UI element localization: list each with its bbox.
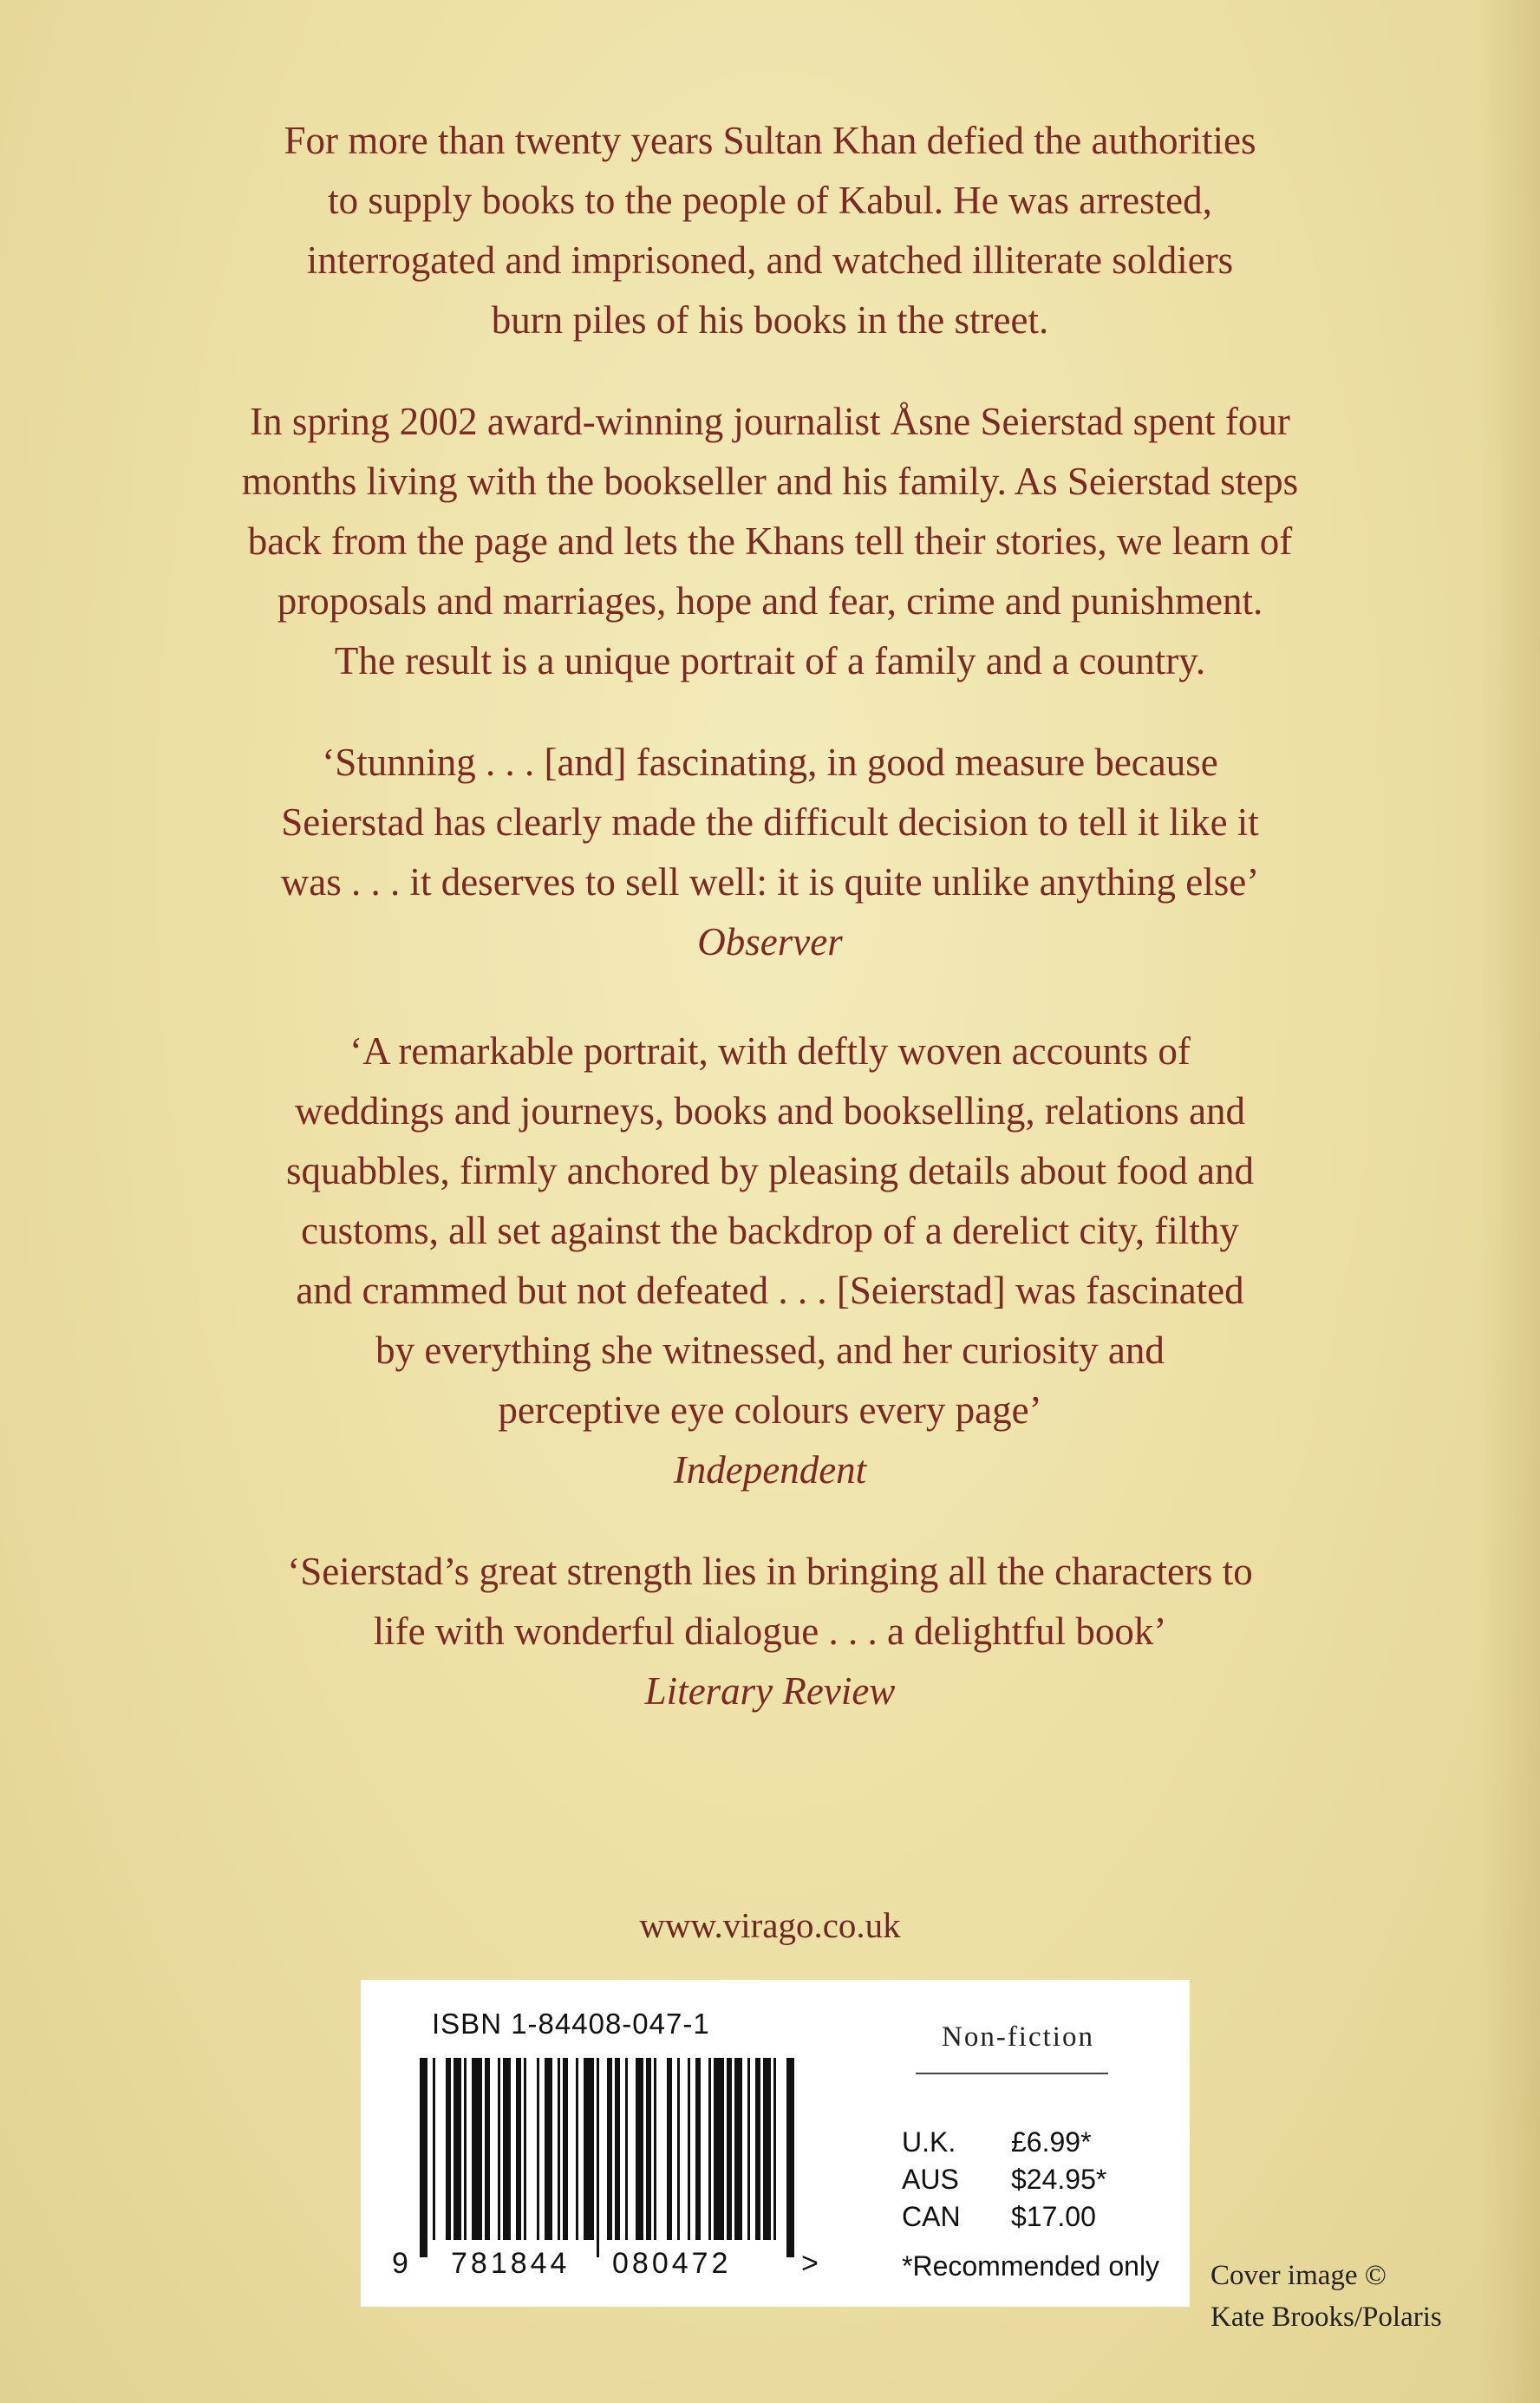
barcode-bar (763, 2058, 771, 2240)
barcode-bar (773, 2058, 776, 2240)
barcode-bar (524, 2058, 526, 2240)
barcode-bar (688, 2058, 690, 2240)
ean-digit-group: 781844 (451, 2247, 571, 2280)
quote-line: by everything she witnessed, and her curiosity and (375, 1329, 1165, 1372)
quote-line: weddings and journeys, books and bookselling, relations and (294, 1089, 1246, 1133)
blurb-line: to supply books to the people of Kabul. He was arrested, (328, 179, 1212, 222)
blurb-paragraph-1 (130, 111, 1410, 350)
credit-line: Cover image © (1210, 2260, 1387, 2291)
barcode-bar (714, 2058, 724, 2240)
quote-line: Seierstad has clearly made the difficult decision to tell it like it (281, 800, 1259, 844)
barcode-bar (747, 2058, 750, 2240)
barcode-bar (607, 2058, 612, 2240)
barcode-bar (545, 2058, 552, 2240)
barcode-bar (537, 2058, 539, 2240)
barcode-bar (498, 2058, 500, 2240)
price-region: AUS (902, 2164, 959, 2195)
barcode-bar (563, 2058, 568, 2240)
blurb-line: burn piles of his books in the street. (491, 298, 1049, 342)
price-amount: $17.00 (1011, 2201, 1096, 2232)
barcode-bar (446, 2058, 451, 2240)
quote-line: ‘Stunning . . . [and] fascinating, in good measure because (322, 741, 1218, 784)
quote-line: squabbles, firmly anchored by pleasing details about food and (286, 1149, 1254, 1192)
ean-digit-group: 080472 (612, 2247, 732, 2280)
review-quote-independent (130, 1022, 1410, 1500)
price-note: *Recommended only (902, 2250, 1160, 2282)
barcode-bar (636, 2058, 643, 2240)
quote-line: and crammed but not defeated . . . [Seierstad] was fascinated (296, 1269, 1244, 1312)
barcode-bar (667, 2058, 672, 2240)
blurb-line: The result is a unique portrait of a family and a country. (334, 639, 1206, 682)
category-label: Non-fiction (942, 2021, 1094, 2053)
quote-line: life with wonderful dialogue . . . a delightful book’ (373, 1610, 1167, 1653)
barcode-bar (625, 2058, 628, 2240)
quote-line: perceptive eye colours every page’ (498, 1388, 1042, 1432)
review-quote-literary-review (130, 1542, 1410, 1721)
price-amount: £6.99* (1011, 2126, 1092, 2158)
barcode-panel (361, 1980, 1190, 2307)
quote-source: Observer (697, 920, 843, 963)
quote-line: ‘A remarkable portrait, with deftly woven accounts of (349, 1029, 1191, 1073)
barcode-bar (646, 2058, 651, 2240)
quote-source: Independent (673, 1448, 867, 1492)
blurb-line: months living with the bookseller and his family. As Seierstad steps (241, 460, 1299, 503)
barcode-bar (615, 2058, 620, 2240)
blurb-line: In spring 2002 award-winning journalist Åsne Seierstad spent four (250, 400, 1290, 443)
price-region: CAN (902, 2201, 961, 2232)
barcode-bar (677, 2058, 680, 2240)
price-amount: $24.95* (1011, 2164, 1107, 2195)
barcode-bar (464, 2058, 467, 2240)
barcode-bar (755, 2058, 760, 2240)
review-quote-observer (130, 733, 1410, 972)
barcode-bar (727, 2058, 732, 2240)
blurb-line: For more than twenty years Sultan Khan defied the authorities (284, 119, 1256, 162)
category-rule (916, 2073, 1108, 2074)
cover-credit (1210, 2255, 1442, 2338)
barcode-bar (454, 2058, 461, 2240)
ean-quiet-mark: > (801, 2247, 819, 2280)
barcode-bar (576, 2058, 578, 2240)
barcode-bar (695, 2058, 701, 2240)
barcode-bar (516, 2058, 521, 2240)
barcode-bar (433, 2058, 435, 2240)
blurb-line: back from the page and lets the Khans tell their stories, we learn of (247, 519, 1293, 563)
barcode-bar (503, 2058, 511, 2240)
barcode-bar (485, 2058, 490, 2240)
page-edge-shade (1479, 0, 1540, 2403)
barcode-bar (597, 2058, 599, 2257)
barcode-bar (472, 2058, 482, 2240)
quote-line: customs, all set against the backdrop of a derelict city, filthy (301, 1209, 1239, 1252)
blurb-paragraph-2 (130, 392, 1410, 691)
barcode-bar (558, 2058, 560, 2240)
barcode-bar (420, 2058, 427, 2257)
blurb-line: interrogated and imprisoned, and watched illiterate soldiers (306, 238, 1234, 282)
publisher-website: www.virago.co.uk (639, 1905, 901, 1945)
quote-line: ‘Seierstad’s great strength lies in bringing all the characters to (287, 1550, 1253, 1593)
blurb-line: proposals and marriages, hope and fear, crime and punishment. (277, 579, 1263, 623)
isbn-label: ISBN 1-84408-047-1 (432, 2008, 710, 2040)
price-region: U.K. (902, 2126, 956, 2158)
quote-source: Literary Review (644, 1669, 896, 1713)
barcode-bar (708, 2058, 711, 2240)
ean-digit-group: 9 (392, 2247, 408, 2280)
barcode-bar (654, 2058, 656, 2240)
credit-line: Kate Brooks/Polaris (1210, 2302, 1442, 2333)
barcode-bar (734, 2058, 742, 2240)
quote-line: was . . . it deserves to sell well: it is quite unlike anything else’ (280, 860, 1260, 904)
barcode-bar (786, 2058, 794, 2257)
barcode-bar (584, 2058, 594, 2240)
